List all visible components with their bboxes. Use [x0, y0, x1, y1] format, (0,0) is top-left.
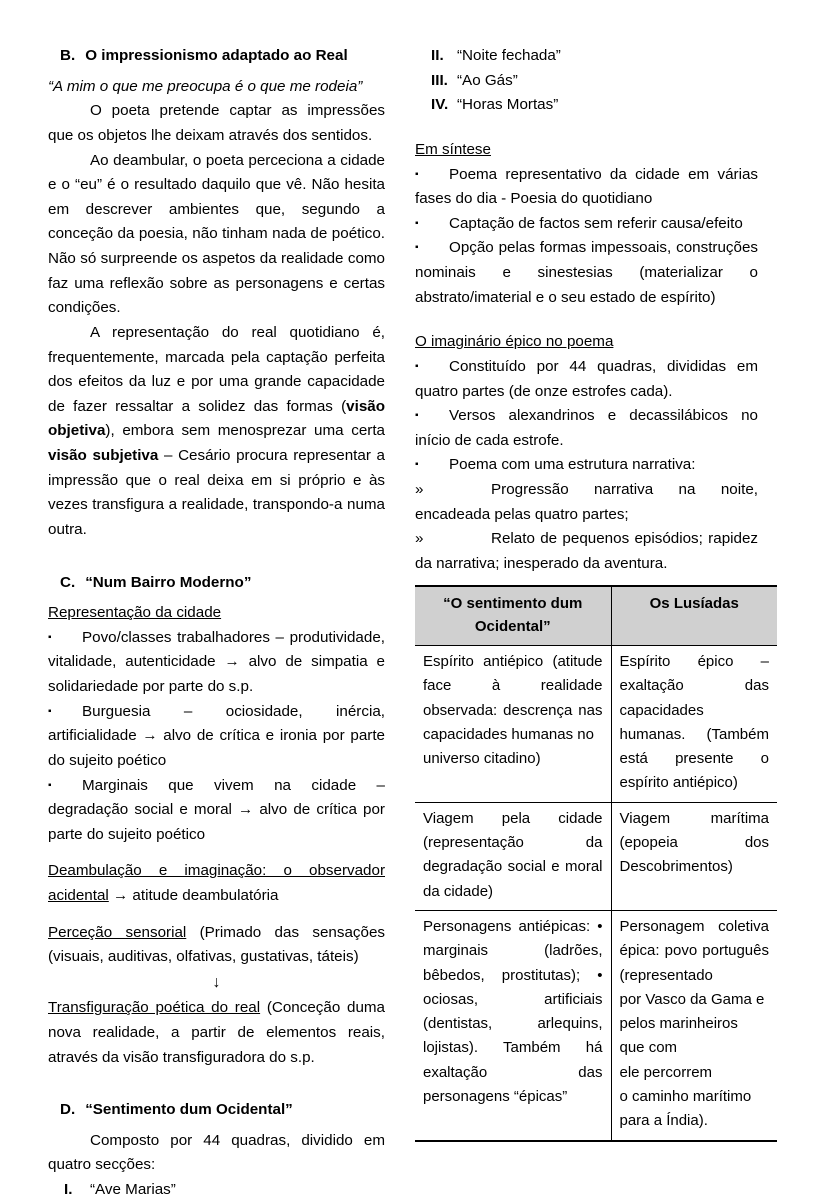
em-sintese-heading: Em síntese: [415, 140, 491, 158]
section-c-bullet-1-text: Povo/classes trabalhadores – produtividade, vitalidade, autenticidade → alvo de simpatia e solidariedade por parte do s.p.: [48, 628, 385, 695]
row3-right-line-1: Personagem coletiva épica: povo português (representado: [619, 917, 769, 984]
para3-part-c: – Cesário procura representar a impressão que o real deixa em si próprio e às vezes transfigura a realidade, transpondo-a numa outra.: [48, 447, 385, 538]
para3-bold-visao-objetiva: visão objetiva: [48, 397, 385, 440]
transfiguracao-heading: Transfiguração poética do real: [48, 999, 261, 1017]
right-column: [393, 44, 769, 1142]
row3-right-line-7: para a Índia).: [619, 1112, 708, 1130]
table-header-cell-lusiadas: Os Lusíadas: [611, 586, 777, 646]
comparison-table: [415, 585, 777, 1142]
square-bullet-icon: ▪: [415, 459, 419, 471]
sintese-bullet-1-text: Poema representativo da cidade em várias fases do dia - Poesia do quotidiano: [415, 165, 758, 208]
deambulacao-rest: → atitude deambulatória: [108, 887, 279, 904]
sintese-bullet-3: [415, 236, 758, 310]
table-cell-row2-left: Viagem pela cidade (representação da degradação social e moral da cidade): [415, 802, 611, 910]
row3-right-line-5: ele percorrem: [619, 1063, 713, 1081]
section-b-epigraph: “A mim o que me preocupa é o que me rodeia”: [48, 77, 363, 95]
table-header-row: [415, 586, 777, 646]
transfiguracao-line: [48, 996, 385, 1070]
section-b-title: O impressionismo adaptado ao Real: [85, 47, 348, 64]
table-cell-row1-left: [415, 646, 611, 803]
two-column-layout: [48, 44, 780, 1203]
square-bullet-icon: ▪: [415, 360, 419, 372]
table-body: [415, 646, 777, 1141]
down-arrow-icon: ↓: [212, 973, 221, 991]
section-d-marker: D.: [60, 1101, 76, 1119]
deambulacao-heading-line: [48, 859, 385, 908]
epic-bullet-3: [415, 453, 758, 478]
section-d-heading: [48, 1098, 385, 1123]
section-b-marker: B.: [60, 47, 76, 64]
section-d-item-1: [48, 1178, 385, 1203]
section-c-heading: [48, 571, 385, 596]
square-bullet-icon: ▪: [48, 631, 52, 643]
square-bullet-icon: ▪: [415, 217, 419, 229]
para3-part-b: ), embora sem menosprezar uma certa: [105, 422, 385, 440]
section-c-bullet-1: [48, 626, 385, 700]
sintese-bullet-2: [415, 212, 758, 237]
section-c-marker: C.: [60, 573, 76, 591]
section-c-bullet-2-text: Burguesia – ociosidade, inércia, artificialidade → alvo de crítica e ironia por parte do sujeito poético: [48, 702, 385, 769]
percecao-sensorial-rest: (Primado das sensações (visuais, auditivas, olfativas, gustativas, táteis): [48, 923, 385, 966]
section-d-item-1-label: “Ave Marias”: [90, 1181, 176, 1199]
continued-item-3-numeral: III.: [431, 71, 448, 89]
row3-right-line-3: pelos marinheiros: [619, 1015, 738, 1033]
continued-item-3-label: “Ao Gás”: [457, 71, 518, 89]
sintese-bullet-2-text: Captação de factos sem referir causa/efeito: [449, 214, 743, 232]
section-d-item-1-numeral: I.: [64, 1181, 73, 1199]
section-b-paragraph-3: [48, 321, 385, 543]
continued-item-4: [415, 93, 758, 118]
spacer: [415, 118, 758, 138]
representacao-da-cidade-heading: Representação da cidade: [48, 604, 222, 622]
para3-part-a: A representação do real quotidiano é, frequentemente, marcada pela captação perfeita dos efeitos da luz e por uma grande capacidade de fazer ressaltar a solidez das formas (: [48, 323, 385, 415]
section-c-bullet-3-text: Marginais que vivem na cidade – degradação social e moral → alvo de crítica por parte do sujeito poético: [48, 776, 385, 843]
transfiguracao-rest: (Conceção duma nova realidade, a partir de elementos reais, através da visão transfiguradora do s.p.: [48, 999, 385, 1066]
square-bullet-icon: ▪: [48, 779, 52, 791]
percecao-sensorial-heading: Perceção sensorial: [48, 923, 187, 941]
epic-bullet-3-text: Poema com uma estrutura narrativa:: [449, 456, 696, 474]
epic-bullet-2-text: Versos alexandrinos e decassilábicos no início de cada estrofe.: [415, 407, 758, 449]
continued-item-4-label: “Horas Mortas”: [457, 96, 559, 114]
epic-subbullet-1-text: Progressão narrativa na noite, encadeada pelas quatro partes;: [415, 481, 758, 523]
table-row: [415, 646, 777, 803]
continued-item-2-numeral: II.: [431, 47, 444, 64]
continued-item-2: [415, 44, 758, 69]
continued-item-3: [415, 69, 758, 94]
guillemet-icon: »: [415, 481, 424, 498]
continued-item-4-numeral: IV.: [431, 96, 449, 114]
section-d-title: “Sentimento dum Ocidental”: [85, 1101, 293, 1119]
spacer: [48, 847, 385, 859]
continued-item-2-label: “Noite fechada”: [457, 47, 561, 64]
para3-bold-visao-subjetiva: visão subjetiva: [48, 447, 159, 464]
epic-bullet-2: [415, 404, 758, 453]
table-header-cell-ocidental: “O sentimento dum Ocidental”: [415, 586, 611, 646]
epic-bullet-1: [415, 355, 758, 404]
table-cell-row1-left-text: Espírito antiépico (atitude face à realidade observada: descrença nas capacidades humanas no: [423, 653, 603, 743]
guillemet-icon: »: [415, 530, 424, 548]
left-column: [48, 44, 393, 1203]
square-bullet-icon: ▪: [415, 410, 419, 422]
sintese-bullet-1: [415, 163, 758, 212]
row3-right-line-2: por Vasco da Gama e: [619, 990, 765, 1008]
section-d-paragraph-1: Composto por 44 quadras, dividido em quatro secções:: [48, 1131, 385, 1174]
section-c-bullet-2: [48, 700, 385, 774]
deambulacao-heading: Deambulação e imaginação: o observador acidental: [48, 862, 385, 904]
table-row: [415, 910, 777, 1140]
spacer: [415, 310, 758, 330]
imaginario-epico-heading: O imaginário épico no poema: [415, 333, 614, 351]
row3-right-line-4: que com: [619, 1039, 678, 1057]
section-c-bullet-3: [48, 774, 385, 848]
table-cell-row3-right: [611, 910, 777, 1140]
table-cell-row2-right: Viagem marítima (epopeia dos Descobrimentos): [611, 802, 777, 910]
spacer: [48, 1070, 385, 1098]
table-header: [415, 586, 777, 646]
section-b-heading: [48, 44, 385, 69]
epic-bullet-1-text: Constituído por 44 quadras, divididas em quatro partes (de onze estrofes cada).: [415, 357, 758, 400]
square-bullet-icon: ▪: [415, 168, 419, 180]
section-b-paragraph-1: O poeta pretende captar as impressões que os objetos lhe deixam através dos sentidos.: [48, 102, 385, 144]
epic-subbullet-2: [415, 527, 758, 576]
section-c-title: “Num Bairro Moderno”: [85, 573, 252, 591]
table-cell-row3-left: Personagens antiépicas: • marginais (ladrões, bêbedos, prostitutas); • ociosas, artificiais (dentistas, arlequins, lojistas). Também há exaltação das personagens “épicas”: [415, 910, 611, 1140]
spacer: [48, 543, 385, 571]
percecao-sensorial-line: [48, 921, 385, 970]
sintese-bullet-3-text: Opção pelas formas impessoais, construções nominais e sinestesias (materializar o abstrato/imaterial e o seu estado de espírito): [415, 239, 758, 306]
epic-subbullet-1: [415, 478, 758, 527]
table-cell-row1-right: Espírito épico – exaltação das capacidades humanas. (Também está presente o espírito antiépico): [611, 646, 777, 803]
row3-right-line-6: o caminho marítimo: [619, 1088, 752, 1106]
spacer: [48, 909, 385, 921]
table-cell-row1-left-extra: universo citadino): [423, 750, 541, 768]
square-bullet-icon: ▪: [48, 705, 52, 717]
square-bullet-icon: ▪: [415, 242, 419, 254]
table-row: [415, 802, 777, 910]
epic-subbullet-2-text: Relato de pequenos episódios; rapidez da narrativa; inesperado da aventura.: [415, 530, 758, 572]
section-b-paragraph-2: Ao deambular, o poeta perceciona a cidade e o “eu” é o resultado daquilo que vê. Não hesita em descrever ambientes que, segundo a conceção da poesia, não tinham nada de poético. Não só surpreende os aspetos da realidade como faz uma reflexão sobre as personagens e certas condições.: [48, 151, 385, 317]
